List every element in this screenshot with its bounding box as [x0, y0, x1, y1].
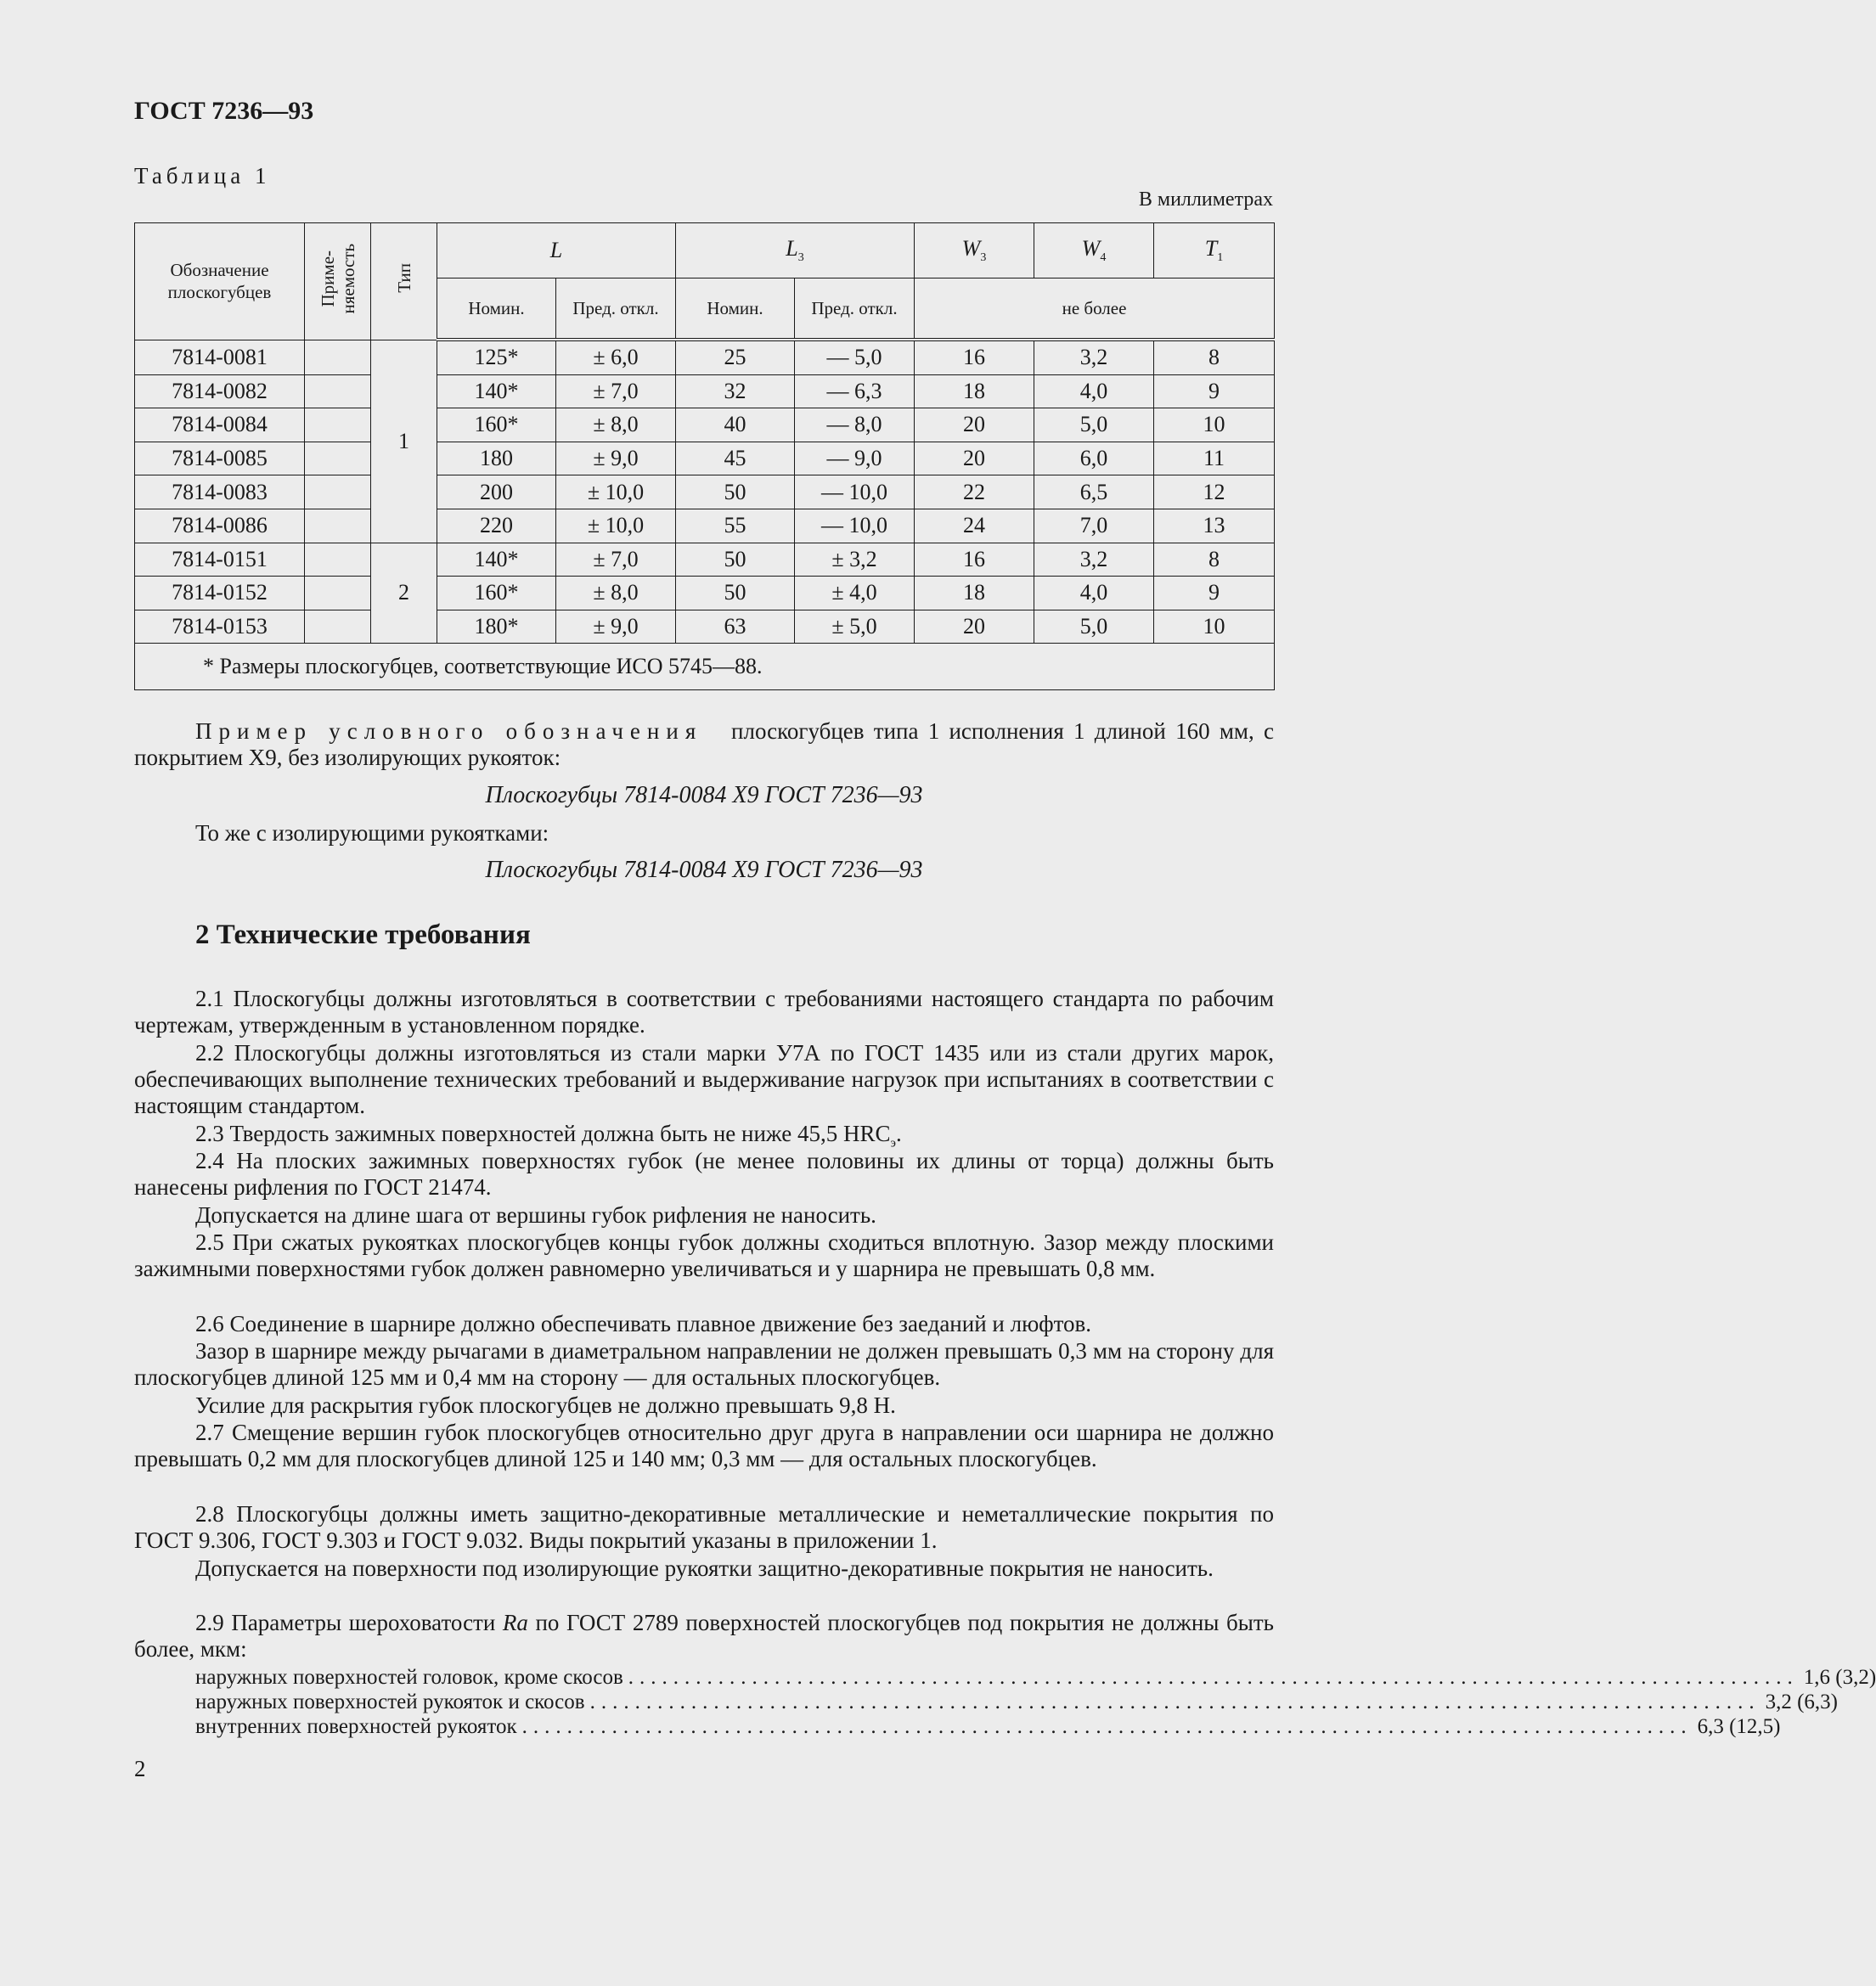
cell-L3-nominal: 32	[676, 374, 795, 408]
cell-W4: 5,0	[1034, 610, 1154, 644]
roughness-item: внутренних поверхностей рукояток ........................................................................................................ 6,3 (12,5)	[195, 1715, 1781, 1738]
cell-L-tolerance: ± 10,0	[556, 475, 676, 509]
cell-T1: 10	[1154, 610, 1275, 644]
cell-W3: 20	[915, 442, 1034, 475]
roughness-item: наружных поверхностей головок, кроме скосов ........................................................................................................ 1,6 (3,2)	[195, 1666, 1876, 1689]
header-L3: $L_3$	[676, 223, 915, 278]
clause-2-3: 2.3 Твердость зажимных поверхностей должна быть не ниже 45,5 $HRC_э$.	[195, 1121, 902, 1151]
cell-L3-tolerance: — 5,0	[795, 340, 915, 374]
cell-L-tolerance: ± 8,0	[556, 577, 676, 610]
cell-applicability	[305, 475, 371, 509]
header-applicability: Приме-няемость	[305, 223, 371, 340]
cell-L3-tolerance: ± 5,0	[795, 610, 915, 644]
table-row	[135, 340, 1275, 374]
cell-L3-nominal: 25	[676, 340, 795, 374]
cell-L-nominal: 200	[437, 475, 556, 509]
header-max: не более	[915, 278, 1275, 340]
clause-2-4: 2.4 На плоских зажимных поверхностях губок (не менее половины их длины от торца) должны быть нанесены рифления по ГОСТ 21474.	[134, 1148, 1274, 1200]
cell-L-nominal: 125*	[437, 340, 556, 374]
cell-L-nominal: 140*	[437, 543, 556, 577]
cell-L-nominal: 180*	[437, 610, 556, 644]
cell-W3: 24	[915, 509, 1034, 543]
cell-type: 1	[371, 340, 437, 543]
table-row	[135, 577, 1275, 610]
cell-W4: 5,0	[1034, 408, 1154, 442]
clause-2-1: 2.1 Плоскогубцы должны изготовляться в соответствии с требованиями настоящего стандарта по рабочим чертежам, утвержденным в установленном порядке.	[134, 986, 1274, 1038]
clause-2-6: 2.6 Соединение в шарнире должно обеспечивать плавное движение без заеданий и люфтов.	[195, 1311, 1092, 1336]
cell-L3-nominal: 55	[676, 509, 795, 543]
clause-2-5: 2.5 При сжатых рукоятках плоскогубцев концы губок должны сходиться вплотную. Зазор между плоскими зажимными поверхностями губок должен равномерно увеличиваться и у шарнира не превышать 0,8 мм.	[134, 1229, 1274, 1281]
cell-designation: 7814-0086	[135, 509, 305, 543]
cell-L3-tolerance: ± 3,2	[795, 543, 915, 577]
cell-designation: 7814-0152	[135, 577, 305, 610]
clause-2-9: 2.9 Параметры шероховатости Ra по ГОСТ 2789 поверхностей плоскогубцев под покрытия не должны быть более, мкм:	[134, 1610, 1274, 1662]
table-row	[135, 442, 1275, 475]
cell-W4: 7,0	[1034, 509, 1154, 543]
table-footnote: * Размеры плоскогубцев, соответствующие ИСО 5745—88.	[135, 644, 1275, 690]
cell-L3-tolerance: — 10,0	[795, 475, 915, 509]
table-units: В миллиметрах	[1138, 188, 1273, 211]
cell-W4: 3,2	[1034, 340, 1154, 374]
clause-2-7: 2.7 Смещение вершин губок плоскогубцев относительно друг друга в направлении оси шарнира не должно превышать 0,2 мм для плоскогубцев длиной 125 и 140 мм; 0,3 мм — для остальных плоскогубцев.	[134, 1420, 1274, 1471]
header-designation: Обозначение плоскогубцев	[135, 223, 305, 340]
table-row	[135, 543, 1275, 577]
cell-T1: 9	[1154, 577, 1275, 610]
cell-designation: 7814-0153	[135, 610, 305, 644]
cell-L-nominal: 160*	[437, 408, 556, 442]
cell-designation: 7814-0082	[135, 374, 305, 408]
table-caption: Таблица 1	[134, 163, 271, 188]
cell-L-nominal: 160*	[437, 577, 556, 610]
table-row	[135, 475, 1275, 509]
example-designation-1: Плоскогубцы 7814-0084 Х9 ГОСТ 7236—93	[485, 782, 923, 808]
header-L3-tolerance: Пред. откл.	[795, 278, 915, 340]
header-W4: $W_4$	[1034, 223, 1154, 278]
cell-applicability	[305, 543, 371, 577]
cell-W4: 3,2	[1034, 543, 1154, 577]
cell-L3-tolerance: — 8,0	[795, 408, 915, 442]
cell-applicability	[305, 374, 371, 408]
table-row	[135, 509, 1275, 543]
cell-L-tolerance: ± 7,0	[556, 543, 676, 577]
cell-T1: 8	[1154, 340, 1275, 374]
cell-W3: 20	[915, 408, 1034, 442]
document-header: ГОСТ 7236—93	[134, 97, 314, 125]
cell-applicability	[305, 509, 371, 543]
cell-L-tolerance: ± 10,0	[556, 509, 676, 543]
cell-L-tolerance: ± 9,0	[556, 442, 676, 475]
cell-T1: 11	[1154, 442, 1275, 475]
cell-T1: 8	[1154, 543, 1275, 577]
header-L-nominal: Номин.	[437, 278, 556, 340]
cell-L3-nominal: 63	[676, 610, 795, 644]
cell-L3-nominal: 45	[676, 442, 795, 475]
cell-L3-tolerance: — 6,3	[795, 374, 915, 408]
cell-designation: 7814-0151	[135, 543, 305, 577]
cell-T1: 10	[1154, 408, 1275, 442]
cell-applicability	[305, 442, 371, 475]
clause-2-4-note: Допускается на длине шага от вершины губок рифления не наносить.	[195, 1202, 876, 1228]
table-row	[135, 610, 1275, 644]
cell-designation: 7814-0084	[135, 408, 305, 442]
cell-W3: 20	[915, 610, 1034, 644]
cell-designation: 7814-0083	[135, 475, 305, 509]
clause-2-8: 2.8 Плоскогубцы должны иметь защитно-декоративные металлические и неметаллические покрытия по ГОСТ 9.306, ГОСТ 9.303 и ГОСТ 9.032. Виды покрытий указаны в приложении 1.	[134, 1501, 1274, 1553]
cell-L-nominal: 180	[437, 442, 556, 475]
cell-L3-nominal: 50	[676, 577, 795, 610]
cell-applicability	[305, 408, 371, 442]
header-L: L	[437, 223, 676, 278]
cell-L-nominal: 140*	[437, 374, 556, 408]
cell-T1: 12	[1154, 475, 1275, 509]
cell-L3-tolerance: — 10,0	[795, 509, 915, 543]
cell-W4: 6,5	[1034, 475, 1154, 509]
cell-L-tolerance: ± 9,0	[556, 610, 676, 644]
cell-W3: 18	[915, 577, 1034, 610]
clause-2-8-note: Допускается на поверхности под изолирующие рукоятки защитно-декоративные покрытия не наносить.	[195, 1556, 1214, 1581]
cell-L3-nominal: 40	[676, 408, 795, 442]
cell-W4: 4,0	[1034, 577, 1154, 610]
cell-T1: 13	[1154, 509, 1275, 543]
cell-W3: 22	[915, 475, 1034, 509]
header-L3-nominal: Номин.	[676, 278, 795, 340]
dimensions-table	[134, 222, 1275, 690]
cell-L-tolerance: ± 6,0	[556, 340, 676, 374]
cell-designation: 7814-0081	[135, 340, 305, 374]
example-same: То же с изолирующими рукоятками:	[195, 820, 549, 846]
cell-L3-nominal: 50	[676, 543, 795, 577]
header-W3: $W_3$	[915, 223, 1034, 278]
cell-W3: 16	[915, 340, 1034, 374]
cell-designation: 7814-0085	[135, 442, 305, 475]
example-paragraph: Пример условного обозначения плоскогубцев типа 1 исполнения 1 длиной 160 мм, с покрытием Х9, без изолирующих рукояток:	[134, 718, 1275, 770]
cell-L3-tolerance: ± 4,0	[795, 577, 915, 610]
cell-L-tolerance: ± 7,0	[556, 374, 676, 408]
cell-type: 2	[371, 543, 437, 644]
cell-L-nominal: 220	[437, 509, 556, 543]
clause-2-2: 2.2 Плоскогубцы должны изготовляться из стали марки У7А по ГОСТ 1435 или из стали других марок, обеспечивающих выполнение технических требований и выдерживание нагрузок при испытаниях в соответствии с настоящим стандартом.	[134, 1040, 1274, 1118]
table-row	[135, 374, 1275, 408]
table-footnote-row	[135, 644, 1275, 690]
cell-applicability	[305, 610, 371, 644]
clause-2-6-gap: Зазор в шарнире между рычагами в диаметральном направлении не должен превышать 0,3 мм на сторону для плоскогубцев длиной 125 мм и 0,4 мм на сторону — для остальных плоскогубцев.	[134, 1338, 1274, 1390]
cell-W4: 4,0	[1034, 374, 1154, 408]
cell-applicability	[305, 340, 371, 374]
cell-W4: 6,0	[1034, 442, 1154, 475]
roughness-item: наружных поверхностей рукояток и скосов ........................................................................................................ 3,2 (6,3)	[195, 1691, 1838, 1713]
cell-T1: 9	[1154, 374, 1275, 408]
header-L-tolerance: Пред. откл.	[556, 278, 676, 340]
cell-applicability	[305, 577, 371, 610]
example-designation-2: Плоскогубцы 7814-0084 Х9 ГОСТ 7236—93	[485, 857, 923, 883]
clause-2-6-force: Усилие для раскрытия губок плоскогубцев не должно превышать 9,8 Н.	[195, 1392, 896, 1418]
page-number: 2	[134, 1756, 146, 1781]
section-title: 2 Технические требования	[195, 920, 531, 950]
cell-W3: 18	[915, 374, 1034, 408]
cell-L3-nominal: 50	[676, 475, 795, 509]
header-type: Тип	[371, 223, 437, 340]
table-row	[135, 408, 1275, 442]
cell-W3: 16	[915, 543, 1034, 577]
cell-L3-tolerance: — 9,0	[795, 442, 915, 475]
header-T1: $T_1$	[1154, 223, 1275, 278]
cell-L-tolerance: ± 8,0	[556, 408, 676, 442]
